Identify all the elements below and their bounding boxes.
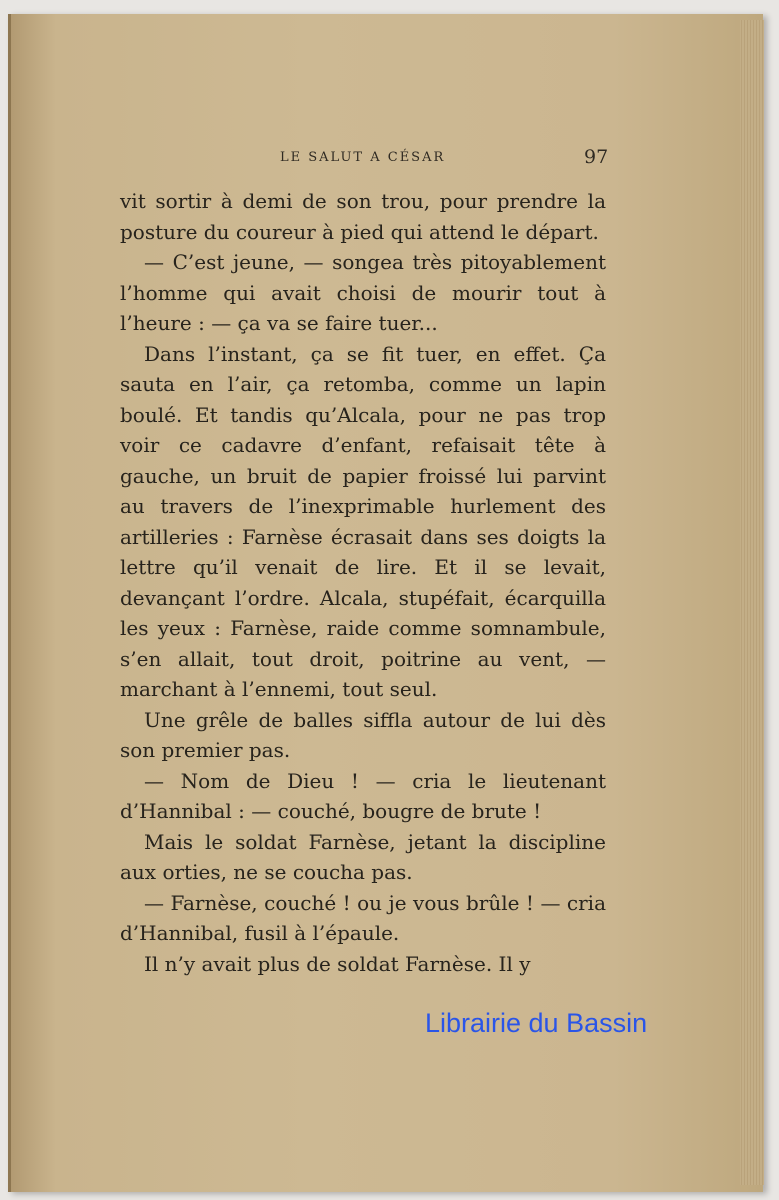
paragraph: Une grêle de balles siffla autour de lui dès son premier pas. bbox=[120, 707, 606, 762]
watermark: Librairie du Bassin bbox=[425, 1008, 648, 1038]
paragraph: vit sortir à demi de son trou, pour prendre la posture du coureur à pied qui attend le départ. bbox=[120, 189, 606, 244]
page-number: 97 bbox=[584, 146, 609, 168]
paragraph: Dans l’instant, ça se fit tuer, en effet. Ça sauta en l’air, ça retomba, comme un lapin boulé. Et tandis qu’Alcala, pour ne pas trop voir ce cadavre d’enfant, refaisait tête à gauche, un bruit de papier froissé lui parvint au travers de l’inexprimable hurlement des artilleries : Farnèse écrasait dans ses doigts la lettre qu’il venait de lire. Et il se levait, devançant l’ordre. Alcala, stupéfait, écarquilla les yeux : Farnèse, raide comme somnambule, s’en allait, tout droit, poitrine au vent, — marchant à l’ennemi, tout seul. bbox=[120, 341, 606, 701]
paragraph: — Farnèse, couché ! ou je vous brûle ! — cria d’Hannibal, fusil à l’épaule. bbox=[120, 890, 606, 945]
paragraph: Il n’y avait plus de soldat Farnèse. Il y bbox=[144, 951, 531, 976]
paragraph: — Nom de Dieu ! — cria le lieutenant d’Hannibal : — couché, bougre de brute ! bbox=[120, 768, 606, 823]
paragraph: Mais le soldat Farnèse, jetant la discipline aux orties, ne se coucha pas. bbox=[120, 829, 606, 884]
body-text bbox=[120, 186, 606, 979]
page-edges bbox=[740, 20, 764, 1185]
paragraph: — C’est jeune, — songea très pitoyablement l’homme qui avait choisi de mourir tout à l’heure : — ça va se faire tuer... bbox=[120, 250, 606, 335]
running-head: LE SALUT A CÉSAR bbox=[280, 150, 446, 165]
